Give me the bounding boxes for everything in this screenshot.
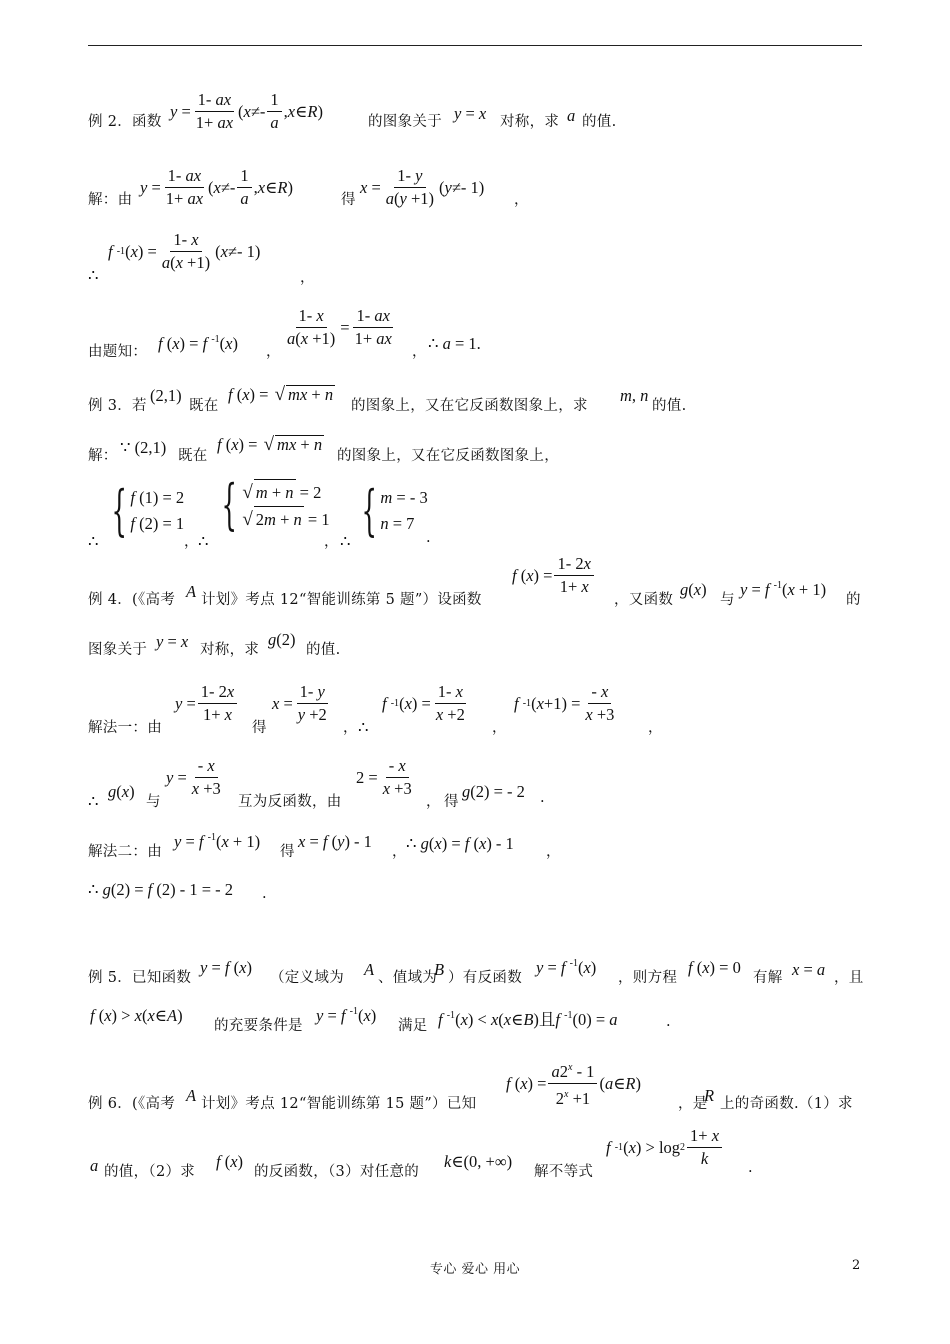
- solution-de: 得: [341, 192, 356, 208]
- header-rule: [88, 45, 862, 46]
- example-6-label: 例 6．(《高考: [88, 1096, 176, 1112]
- because-point: ∵ (2,1): [120, 438, 167, 457]
- example-6-b-mid-1: 的值，（2）求: [104, 1164, 196, 1180]
- method-1b-gx: g(x): [108, 782, 135, 801]
- example-6-function: f ( x ) = $\frac{a2^x - 1}{2^x +1}$ ( a ∈ R ): [506, 1058, 641, 1109]
- method-1-inverse-shift: f -1 ( x +1) = $\frac{- x}{x +3}$: [514, 682, 615, 724]
- example-5-b-inverse: y = f $^{-1}$(x): [316, 1006, 377, 1025]
- inverse-function: f -1 ( x ) = $\frac{1- x}{a(x +1)}$ ( x ≠- 1): [108, 230, 261, 272]
- method-2-x: x = f (y) - 1: [298, 832, 372, 851]
- method-1-inverse: f -1 ( x ) = $\frac{1- x}{x +2}$: [382, 682, 465, 724]
- example-6-mid-1: 计划》考点 12“智能训练第 15 题”）已知: [201, 1096, 477, 1112]
- example-3-point: (2,1): [150, 386, 182, 405]
- example-2-line-yx: y = x: [454, 104, 487, 123]
- example-4-b-mid: 对称，求: [200, 642, 260, 658]
- example-4-b-g2: g(2): [268, 630, 296, 649]
- method-1b-de: 得: [444, 794, 459, 810]
- example-4-b-yx: y = x: [156, 632, 189, 651]
- method-2-comma: ，: [392, 844, 407, 860]
- solution-x-expression: x = $\frac{1- y}{a(y +1)}$ ( y ≠- 1): [360, 166, 485, 208]
- example-2-label: 例 2．函数: [88, 114, 162, 130]
- method-1b-comma: ，: [426, 794, 441, 810]
- method-1-prefix: 解法一：由: [88, 720, 162, 736]
- method-1b-eq: 2 = $\frac{- x}{x +3}$: [356, 756, 412, 798]
- method-1b-period: .: [540, 790, 545, 806]
- result-comma-2: ，: [412, 344, 427, 360]
- method-1-comma-3: ，: [648, 720, 663, 736]
- page-footer: 专心 爱心 用心: [429, 1262, 521, 1277]
- example-5-mid-3: ）有反函数: [448, 970, 522, 986]
- system-3: { m = - 3 n = 7: [361, 479, 428, 542]
- method-2-comma-2: ，: [546, 844, 561, 860]
- example-6-b-mid-2: 的反函数，（3）对任意的: [254, 1164, 420, 1180]
- example-5-b-period: .: [666, 1014, 671, 1030]
- example-5-b: B: [434, 960, 445, 979]
- method-2b-period: .: [262, 886, 267, 902]
- example-3-vars: m, n: [620, 386, 649, 405]
- example-5-mid-1: （定义域为: [270, 970, 344, 986]
- example-6-letter-a: A: [186, 1086, 197, 1105]
- example-3-solution-tail: 的图象上，又在它反函数图象上，: [337, 448, 559, 464]
- example-4-tail: 的: [846, 592, 861, 608]
- therefore-symbol: ∴: [88, 266, 99, 285]
- method-1b-answer: g(2) = - 2: [462, 782, 525, 801]
- example-4-mid-2: ，又函数: [614, 592, 674, 608]
- example-5-a: A: [364, 960, 375, 979]
- method-2-prefix: 解法二：由: [88, 844, 162, 860]
- example-5-solution: x = a: [792, 960, 826, 979]
- example-6-b-fx: f (x): [216, 1152, 244, 1171]
- example-4-mid-3: 与: [720, 592, 735, 608]
- example-5-b-mid-2: 满足: [398, 1018, 428, 1034]
- example-4-function: f ( x ) = $\frac{1- 2x}{1+ x}$: [512, 554, 596, 597]
- example-3-solution-mid: 既在: [178, 448, 208, 464]
- example-4-label: 例 4．(《高考: [88, 592, 176, 608]
- example-6-r: R: [704, 1086, 715, 1105]
- result-equation-1: f (x) = f $^{-1}$(x): [158, 334, 238, 353]
- method-1-comma-2: ，: [492, 720, 507, 736]
- method-2-g: ∴ g(x) = f (x) - 1: [406, 834, 514, 853]
- example-6-b-period: .: [748, 1160, 753, 1176]
- example-4-inverse: y = f $^{-1}$(x + 1): [740, 580, 827, 599]
- system-comma-2: ，: [324, 534, 339, 550]
- therefore-3: ∴: [340, 532, 351, 551]
- method-1b-y: y = $\frac{- x}{x +3}$: [166, 756, 221, 798]
- example-5-condition: f (x) > x(x∈A): [90, 1006, 183, 1025]
- system-period: .: [426, 530, 431, 546]
- example-5-mid-5: 有解: [753, 970, 783, 986]
- example-3-tail: 的值.: [652, 398, 687, 414]
- method-2-y: y = f $^{-1}$(x + 1): [174, 832, 261, 851]
- example-6-b-inequality: f -1 ( x ) > log 2 $\frac{1+ x}{k}$: [606, 1126, 724, 1169]
- page-number: 2: [852, 1258, 861, 1273]
- solution-comma: ，: [514, 192, 529, 208]
- system-comma-1: ，: [184, 534, 199, 550]
- therefore-2: ∴: [198, 532, 209, 551]
- system-2: { √ m + n = 2 √ 2m + n = 1: [221, 473, 330, 536]
- example-5-tail: ，且: [834, 970, 864, 986]
- solution-prefix: 解：由: [88, 192, 133, 208]
- example-6-tail: 上的奇函数.（1）求: [720, 1096, 853, 1112]
- example-4-b-prefix: 图象关于: [88, 642, 148, 658]
- method-1-y: y = $\frac{1- 2x}{1+ x}$: [175, 682, 239, 725]
- example-5-mid-2: 、值域为: [378, 970, 438, 986]
- result-equation-2: $\frac{1- x}{a(x +1)}$ = $\frac{1- ax}{1+ ax}$: [287, 306, 392, 348]
- method-1-comma-1: ，: [343, 720, 358, 736]
- result-answer: ∴ a = 1.: [428, 334, 481, 353]
- example-3-label: 例 3．若: [88, 398, 147, 414]
- result-prefix: 由题知：: [88, 344, 148, 360]
- result-comma-1: ，: [266, 344, 281, 360]
- example-6-b-k: k∈(0, +∞): [444, 1152, 513, 1171]
- method-1b-therefore: ∴: [88, 792, 99, 811]
- therefore-1: ∴: [88, 532, 99, 551]
- example-4-b-tail: 的值.: [306, 642, 341, 658]
- method-2-de: 得: [280, 844, 295, 860]
- example-3-solution-function: f (x) = √ mx + n: [217, 434, 323, 455]
- example-2-tail-1: 的图象关于: [368, 114, 442, 130]
- inverse-comma: ，: [300, 270, 315, 286]
- method-1b-yu: 与: [146, 794, 161, 810]
- example-6-b-a: a: [90, 1156, 99, 1175]
- method-1-de: 得: [252, 720, 267, 736]
- example-3-mid-1: 既在: [189, 398, 219, 414]
- example-5-b-condition: f $^{-1}$(x) < x(x∈B)且f $^{-1}$(0) = a: [438, 1010, 618, 1029]
- example-5-mid-4: ，则方程: [618, 970, 678, 986]
- method-1-x: x = $\frac{1- y}{y +2}$: [272, 682, 327, 724]
- example-5-b-mid-1: 的充要条件是: [214, 1018, 303, 1034]
- solution-function: y = $\frac{1- ax}{1+ ax}$ ( x ≠- $\frac{1}{a}$ , x ∈ R ): [140, 166, 293, 208]
- example-4-mid-1: 计划》考点 12“智能训练第 5 题”）设函数: [201, 592, 482, 608]
- method-2b-answer: ∴ g(2) = f (2) - 1 = - 2: [88, 880, 234, 899]
- example-3-solution-prefix: 解：: [88, 448, 118, 464]
- example-3-mid-2: 的图象上，又在它反函数图象上，求: [351, 398, 588, 414]
- example-6-mid-2: ，是: [678, 1096, 708, 1112]
- system-1: { f (1) = 2 f (2) = 1: [111, 479, 185, 542]
- example-2-function: y = $\frac{1- ax}{1+ ax}$ ( x ≠- $\frac{1}{a}$ , x ∈ R ): [170, 90, 323, 132]
- example-5-label: 例 5．已知函数: [88, 970, 192, 986]
- example-4-gx: g(x): [680, 580, 707, 599]
- method-1b-mid: 互为反函数，由: [238, 794, 342, 810]
- example-3-function: f (x) = √ mx + n: [228, 384, 334, 405]
- example-2-tail-3: 的值.: [582, 114, 617, 130]
- example-2-var-a: a: [567, 106, 576, 125]
- example-6-b-mid-3: 解不等式: [534, 1164, 594, 1180]
- method-1-therefore: ∴: [358, 718, 369, 737]
- example-5-equation: f (x) = 0: [688, 958, 741, 977]
- example-2-tail-2: 对称，求: [500, 114, 560, 130]
- example-5-inverse: y = f $^{-1}$(x): [536, 958, 597, 977]
- example-4-letter-a: A: [186, 582, 197, 601]
- example-5-fx: y = f (x): [200, 958, 252, 977]
